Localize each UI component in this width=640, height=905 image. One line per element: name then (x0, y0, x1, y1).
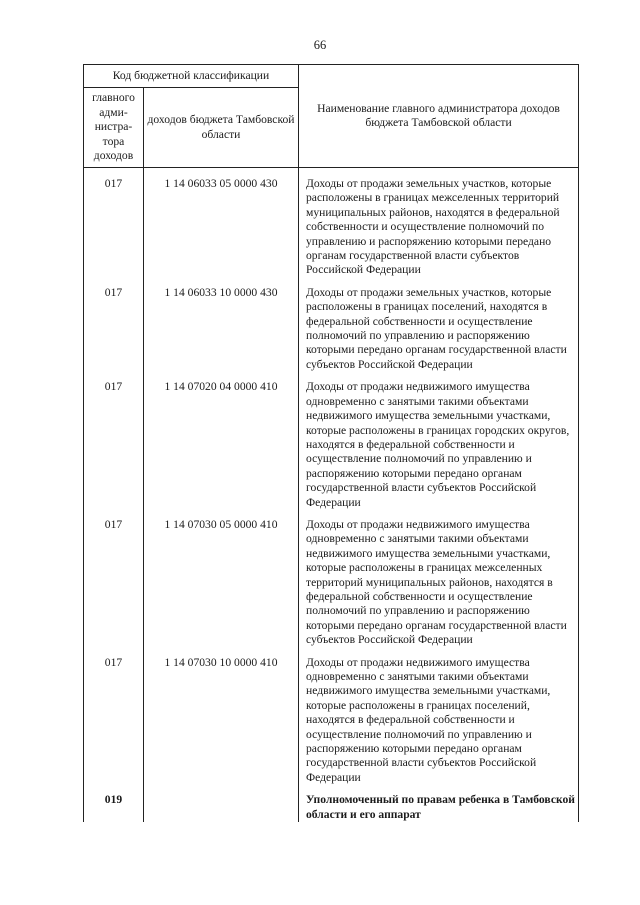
table-row (84, 518, 579, 648)
budget-code-cell (144, 793, 299, 822)
income-name-cell: Доходы от продажи недвижимого имущества одновременно с занятыми такими объектами недвижимого имущества земельными участками, которые расположены в границах поселений, находятся в федеральной собственности и осуществление полномочий по управлению и распоряжению которыми передано органам государственной власти субъектов Российской Федерации (299, 656, 579, 786)
table-spacer (84, 168, 579, 178)
admin-code-cell: 019 (84, 793, 144, 822)
table-row (84, 656, 579, 786)
income-name-cell: Доходы от продажи недвижимого имущества одновременно с занятыми такими объектами недвижимого имущества земельными участками, которые расположены в границах городских округов, находятся в федеральной собственности и осуществление полномочий по управлению и распоряжению которыми передано органам государственной власти субъектов Российской Федерации (299, 380, 579, 510)
header-group-budget-classification: Код бюджетной классификации (84, 65, 299, 88)
row-gap (84, 510, 579, 518)
table-row (84, 177, 579, 278)
header-main-administrator (84, 88, 144, 168)
header-main-administrator-label: главного адми-нистра-тора доходов (92, 91, 135, 163)
table-row (84, 286, 579, 372)
header-budget-income: доходов бюджета Тамбовской области (144, 88, 299, 168)
administrator-name-cell: Уполномоченный по правам ребенка в Тамбовской области и его аппарат (299, 793, 579, 822)
row-gap (84, 648, 579, 656)
budget-code-cell: 1 14 06033 05 0000 430 (144, 177, 299, 278)
budget-classification-table (83, 64, 579, 822)
row-gap (84, 372, 579, 380)
budget-code-cell: 1 14 06033 10 0000 430 (144, 286, 299, 372)
admin-code-cell: 017 (84, 177, 144, 278)
row-gap (84, 278, 579, 286)
header-administrator-name: Наименование главного администратора доходов бюджета Тамбовской области (299, 65, 579, 168)
budget-code-cell: 1 14 07020 04 0000 410 (144, 380, 299, 510)
admin-code-cell: 017 (84, 518, 144, 648)
admin-code-cell: 017 (84, 656, 144, 786)
income-name-cell: Доходы от продажи земельных участков, которые расположены в границах поселений, находятся в федеральной собственности и осуществление полномочий по управлению и распоряжению которыми передано органам государственной власти субъектов Российской Федерации (299, 286, 579, 372)
admin-code-cell: 017 (84, 286, 144, 372)
page-number: 66 (313, 38, 327, 52)
income-name-cell: Доходы от продажи земельных участков, которые расположены в границах межселенных территорий муниципальных районов, находятся в федеральной собственности и осуществление полномочий по управлению и распоряжению которыми передано органам государственной власти субъектов Российской Федерации (299, 177, 579, 278)
income-name-cell: Доходы от продажи недвижимого имущества одновременно с занятыми такими объектами недвижимого имущества земельными участками, которые расположены в границах межселенных территорий муниципальных районов, находятся в федеральной собственности и осуществление полномочий по управлению и распоряжению которыми передано органам государственной власти субъектов Российской Федерации (299, 518, 579, 648)
budget-code-cell: 1 14 07030 10 0000 410 (144, 656, 299, 786)
row-gap (84, 785, 579, 793)
table-row-administrator-heading (84, 793, 579, 822)
admin-code-cell: 017 (84, 380, 144, 510)
table-row (84, 380, 579, 510)
budget-code-cell: 1 14 07030 05 0000 410 (144, 518, 299, 648)
